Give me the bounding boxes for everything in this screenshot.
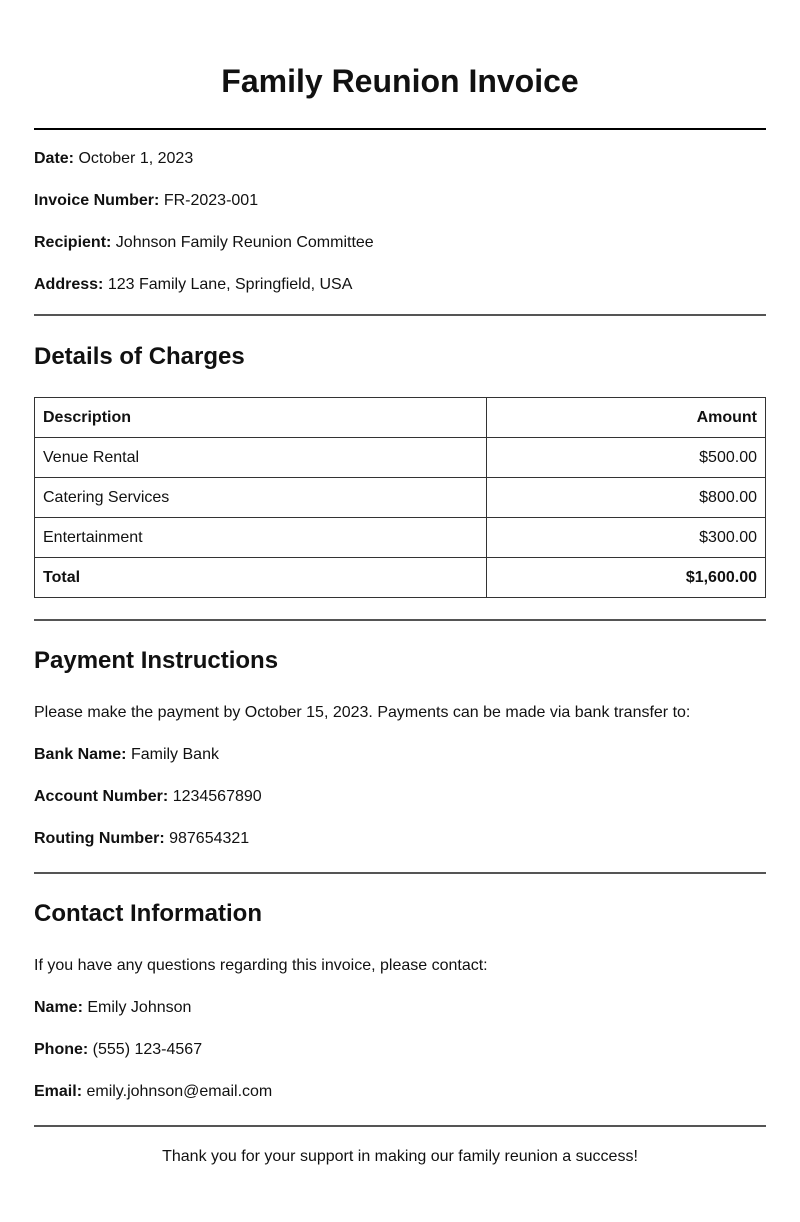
routing-number <box>34 829 766 849</box>
title-divider <box>34 128 766 130</box>
total-row <box>35 558 766 598</box>
invoice-date <box>34 149 766 169</box>
account-number <box>34 787 766 807</box>
field-value: FR-2023-001 <box>163 192 259 209</box>
charge-amount: $800.00 <box>487 478 766 518</box>
field-value: (555) 123-4567 <box>92 1041 203 1058</box>
field-value: 123 Family Lane, Springfield, USA <box>107 276 353 293</box>
contact-intro: If you have any questions regarding this invoice, please contact: <box>34 957 488 974</box>
charge-description: Catering Services <box>35 478 487 518</box>
section-divider <box>34 872 766 874</box>
field-value: October 1, 2023 <box>78 150 194 167</box>
payment-section <box>34 646 766 872</box>
field-label: Phone: <box>34 1041 89 1058</box>
section-divider <box>34 314 766 316</box>
table-header-row <box>35 398 766 438</box>
field-label: Date: <box>34 150 75 167</box>
field-label: Recipient: <box>34 234 112 251</box>
field-label: Name: <box>34 999 83 1016</box>
field-label: Invoice Number: <box>34 192 160 209</box>
field-value: Emily Johnson <box>87 999 192 1016</box>
table-row <box>35 438 766 478</box>
bank-name <box>34 745 766 765</box>
field-label: Email: <box>34 1083 83 1100</box>
column-header-description: Description <box>35 398 487 438</box>
footer-message: Thank you for your support in making our family reunion a success! <box>162 1148 638 1165</box>
table-row <box>35 478 766 518</box>
field-label: Routing Number: <box>34 830 165 847</box>
field-label: Address: <box>34 276 104 293</box>
payment-intro: Please make the payment by October 15, 2023. Payments can be made via bank transfer to: <box>34 704 691 721</box>
field-value: 1234567890 <box>172 788 262 805</box>
charges-section <box>34 342 766 619</box>
invoice-number <box>34 191 766 211</box>
field-value: Johnson Family Reunion Committee <box>115 234 374 251</box>
charge-description: Entertainment <box>35 518 487 558</box>
field-label: Account Number: <box>34 788 169 805</box>
page-title: Family Reunion Invoice <box>221 63 579 99</box>
invoice-recipient <box>34 233 766 253</box>
section-heading: Payment Instructions <box>34 647 279 674</box>
field-value: Family Bank <box>130 746 219 763</box>
field-label: Bank Name: <box>34 746 127 763</box>
charge-description: Venue Rental <box>35 438 487 478</box>
total-amount: $1,600.00 <box>487 558 766 598</box>
charge-amount: $300.00 <box>487 518 766 558</box>
field-value: 987654321 <box>169 830 250 847</box>
contact-section <box>34 899 766 1125</box>
section-divider <box>34 1125 766 1127</box>
field-value: emily.johnson@email.com <box>86 1083 273 1100</box>
section-heading: Contact Information <box>34 900 262 927</box>
section-divider <box>34 619 766 621</box>
charge-amount: $500.00 <box>487 438 766 478</box>
total-label: Total <box>35 558 487 598</box>
contact-phone <box>34 1040 766 1060</box>
contact-name <box>34 998 766 1018</box>
contact-email <box>34 1082 766 1102</box>
charges-table <box>34 397 766 598</box>
section-heading: Details of Charges <box>34 343 245 370</box>
column-header-amount: Amount <box>487 398 766 438</box>
table-row <box>35 518 766 558</box>
invoice-page <box>34 0 766 1167</box>
invoice-address <box>34 275 766 295</box>
invoice-meta <box>34 149 766 314</box>
